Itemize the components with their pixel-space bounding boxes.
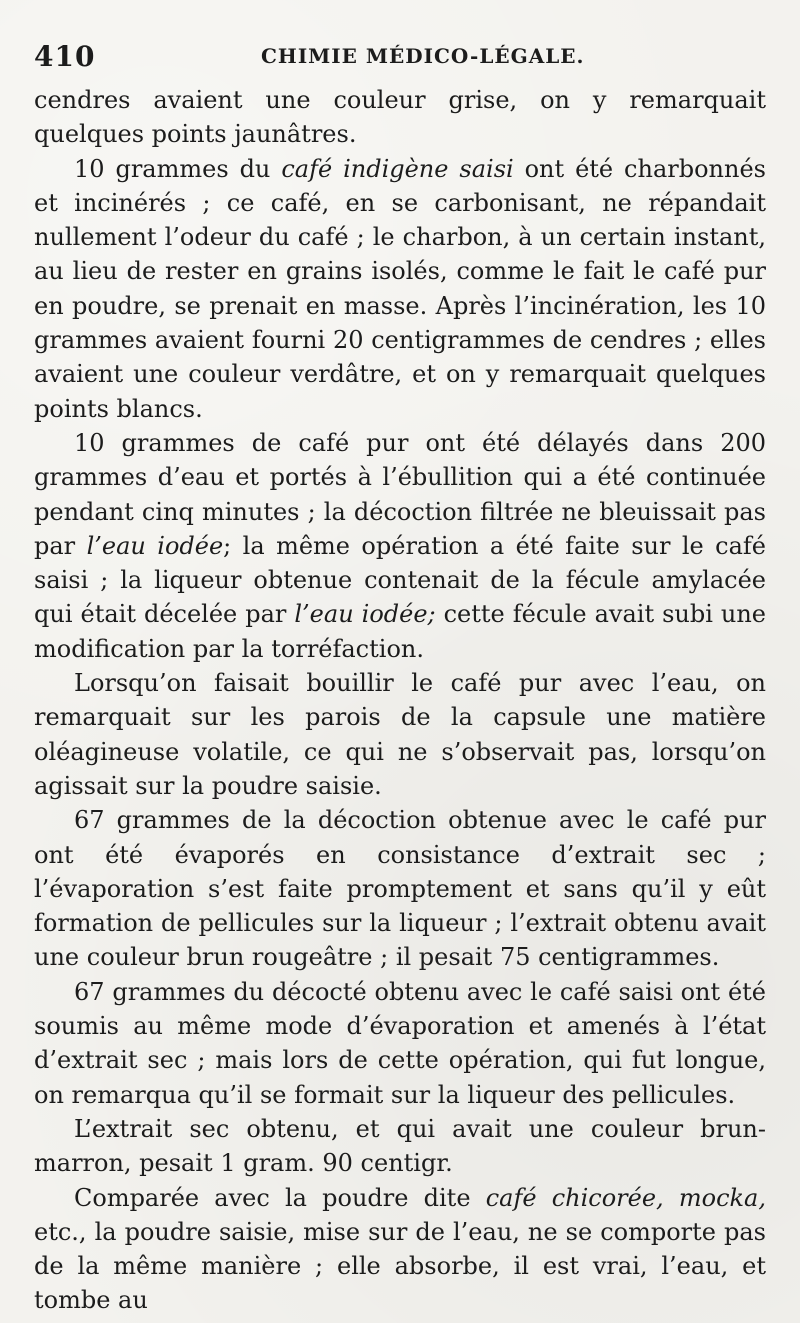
paragraph-7 (34, 1112, 766, 1181)
paragraph-6-text: 67 grammes du décocté obtenu avec le café saisi ont été soumis au même mode d’évaporation et amenés à l’état d’extrait sec ; mais lors de cette opération, qui fut longue, on remarqua qu’il se formait sur la liqueur des pellicules. (34, 977, 766, 1109)
paragraph-3-part-3: cette fécule avait subi une modification par la torréfaction. (34, 600, 766, 663)
paragraph-2 (34, 152, 766, 426)
page-header (34, 40, 764, 80)
paragraph-2-italic: café indigène saisi (281, 154, 514, 183)
paragraph-5-text: 67 grammes de la décoction obtenue avec le café pur ont été évaporés en consistance d’extrait sec ; l’évaporation s’est faite promptement et sans qu’il y eût formation de pellicules sur la liqueur ; l’extrait obtenu avait une couleur brun rougeâtre ; il pesait 75 centigrammes. (34, 806, 766, 972)
paragraph-8-italic: café chicorée, mocka, (485, 1183, 766, 1212)
paragraph-2-before: 10 grammes du (74, 154, 282, 183)
running-title: CHIMIE MÉDICO-LÉGALE. (261, 44, 585, 68)
paragraph-3 (34, 426, 766, 666)
paragraph-4-text: Lorsqu’on faisait bouillir le café pur avec l’eau, on remarquait sur les parois de la capsule une matière oléagineuse volatile, ce qui ne s’observait pas, lorsqu’on agissait sur la poudre saisie. (34, 669, 766, 800)
paragraph-3-italic-2: l’eau iodée; (294, 600, 436, 629)
paragraph-4 (34, 666, 766, 803)
paragraph-1-text: cendres avaient une couleur grise, on y remarquait quelques points jaunâtres. (34, 86, 766, 149)
paragraph-5 (34, 803, 766, 974)
paragraph-3-italic-1: l’eau iodée (86, 531, 224, 560)
page-number: 410 (34, 40, 96, 73)
paragraph-8-part-1: Comparée avec la poudre dite (74, 1183, 486, 1212)
paragraph-7-text: L’extrait sec obtenu, et qui avait une couleur brun-marron, pesait 1 gram. 90 centigr. (34, 1114, 766, 1178)
paragraph-2-after: ont été charbonnés et incinérés ; ce café, en se carbonisant, ne répandait nullement l’odeur du café ; le charbon, à un certain instant, au lieu de rester en grains isolés, comme le fait le café pur en poudre, se prenait en masse. Après l’incinération, les 10 grammes avaient fourni 20 centigrammes de cendres ; elles avaient une couleur verdâtre, et on y remarquait quelques points blancs. (34, 154, 766, 423)
paragraph-3-part-1: 10 grammes de café pur ont été délayés dans 200 grammes d’eau et portés à l’ébullition qui a été continuée pendant cinq minutes ; la décoction filtrée ne bleuissait pas par (34, 428, 766, 560)
body-text (34, 83, 766, 1318)
paragraph-6 (34, 975, 766, 1112)
paragraph-8 (34, 1181, 766, 1318)
paragraph-3-part-2: ; la même opération a été faite sur le café saisi ; la liqueur obtenue contenait de la fécule amylacée qui était décelée par (34, 531, 767, 629)
paragraph-8-part-2: etc., la poudre saisie, mise sur de l’eau, ne se comporte pas de la même manière ; elle absorbe, il est vrai, l’eau, et tombe au (34, 1217, 766, 1315)
paragraph-1 (34, 83, 766, 152)
